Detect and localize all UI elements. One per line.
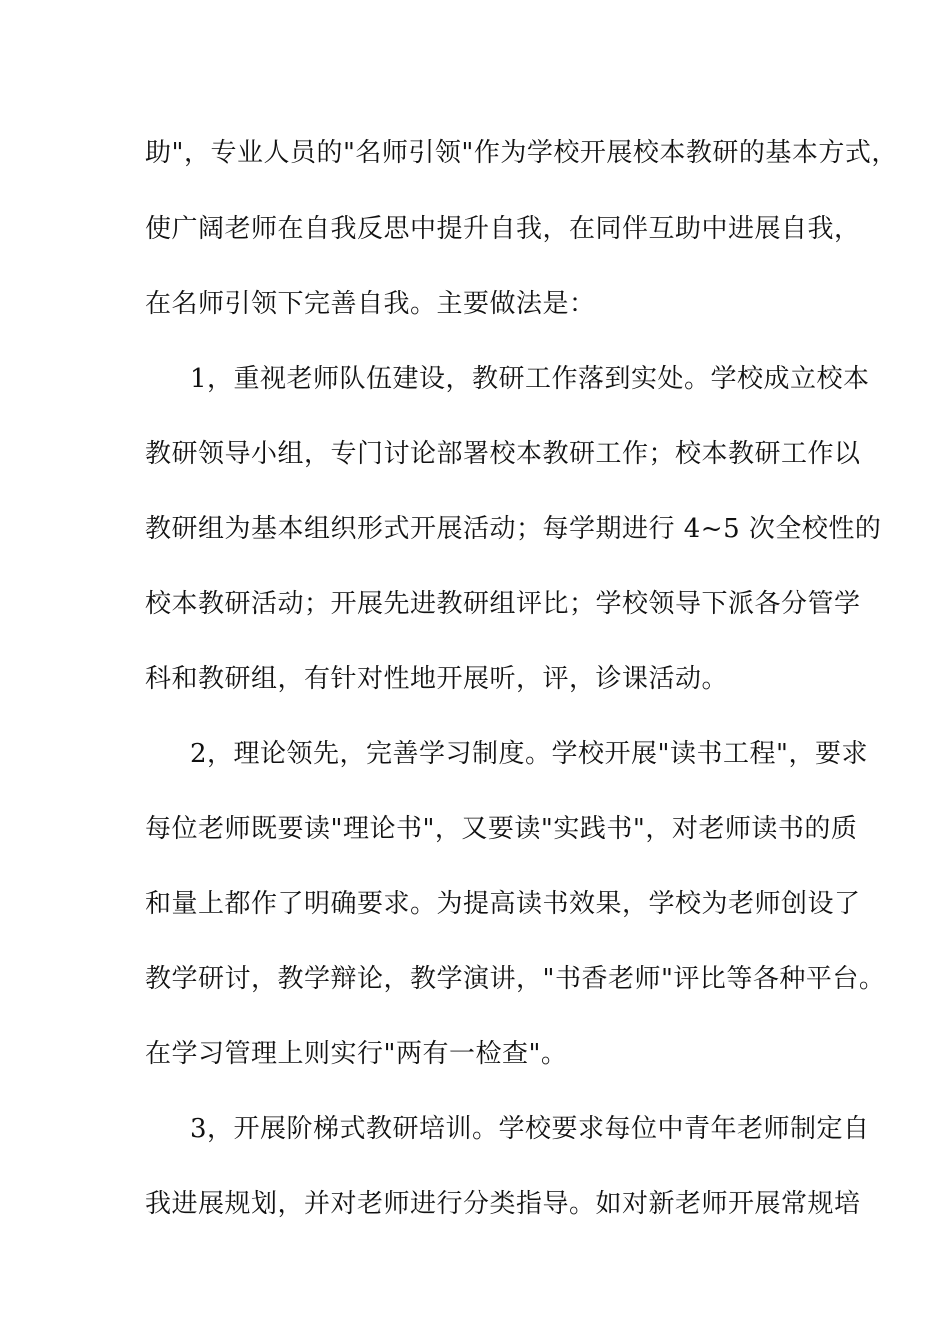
text-line: 校本教研活动；开展先进教研组评比；学校领导下派各分管学 bbox=[145, 589, 861, 619]
paragraph-3-first-line: 3，开展阶梯式教研培训。学校要求每位中青年老师制定自 bbox=[190, 1114, 870, 1144]
text-line: 我进展规划，并对老师进行分类指导。如对新老师开展常规培 bbox=[145, 1189, 861, 1219]
text-line: 在名师引领下完善自我。主要做法是： bbox=[145, 289, 596, 319]
text-line: 教学研讨，教学辩论，教学演讲，"书香老师"评比等各种平台。 bbox=[145, 964, 886, 994]
paragraph-2-first-line: 2，理论领先，完善学习制度。学校开展"读书工程"，要求 bbox=[190, 739, 868, 769]
text-line: 使广阔老师在自我反思中提升自我，在同伴互助中进展自我， bbox=[145, 214, 861, 244]
text-line: 教研组为基本组织形式开展活动；每学期进行 4~5 次全校性的 bbox=[145, 514, 882, 544]
text-line: 助"，专业人员的"名师引领"作为学校开展校本教研的基本方式， bbox=[145, 138, 898, 168]
text-line: 教研领导小组，专门讨论部署校本教研工作；校本教研工作以 bbox=[145, 439, 861, 469]
text-line: 和量上都作了明确要求。为提高读书效果，学校为老师创设了 bbox=[145, 889, 861, 919]
text-line: 科和教研组，有针对性地开展听，评，诊课活动。 bbox=[145, 664, 729, 694]
text-line: 在学习管理上则实行"两有一检查"。 bbox=[145, 1039, 568, 1069]
text-line: 每位老师既要读"理论书"，又要读"实践书"，对老师读书的质 bbox=[145, 814, 858, 844]
paragraph-1-first-line: 1，重视老师队伍建设，教研工作落到实处。学校成立校本 bbox=[190, 364, 870, 394]
